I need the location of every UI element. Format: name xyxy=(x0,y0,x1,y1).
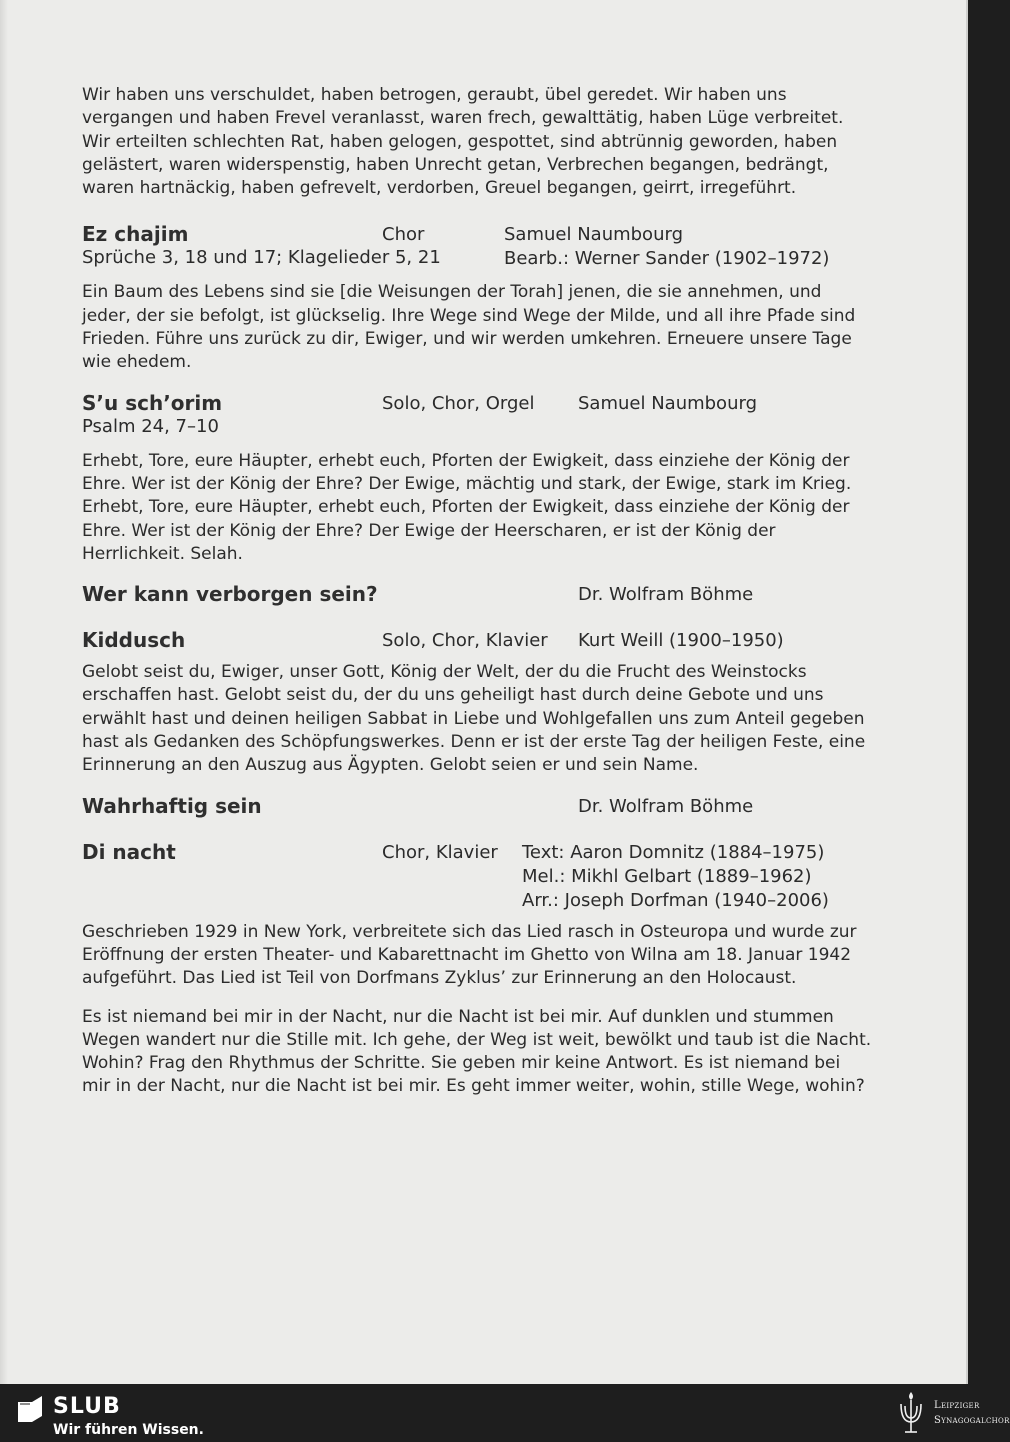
menorah-icon xyxy=(896,1392,926,1436)
library-name: SLUB xyxy=(53,1394,121,1419)
entry-header xyxy=(82,627,872,653)
entry-source: Psalm 24, 7–10 xyxy=(82,415,219,437)
program-entry xyxy=(82,839,872,1099)
entry-performers: Chor, Klavier xyxy=(382,841,498,863)
entry-composer: Kurt Weill (1900–1950) xyxy=(578,630,784,652)
choir-name xyxy=(934,1398,1010,1428)
entry-performers: Solo, Chor, Klavier xyxy=(382,630,548,652)
program-entry xyxy=(82,627,872,777)
page-content xyxy=(82,84,872,1114)
credit-melody: Mel.: Mikhl Gelbart (1889–1962) xyxy=(522,865,812,887)
entry-header xyxy=(82,839,872,911)
entry-text: Erhebt, Tore, eure Häupter, erhebt euch, Pforten der Ewigkeit, dass einziehe der König der Ehre. Wer ist der König der Ehre? Der Ewige, mächtig und stark, der Ewige, stark im Krieg. Erhebt, Tore, eure Häupter, erhebt euch, Pforten der Ewigkeit, dass einziehe der König der Ehre. Wer ist der König der Ehre? Der Ewige der Heerscharen, er ist der König der Herrlichkeit. Selah. xyxy=(82,450,852,564)
entry-text: Ein Baum des Lebens sind sie [die Weisungen der Torah] jenen, die sie annehmen, und jeder, der sie befolgt, ist glückselig. Ihre Wege sind Wege der Milde, und all ihre Pfade sind Frieden. Führe uns zurück zu dir, Ewiger, und wir werden umkehren. Erneuere unsere Tage wie ehedem. xyxy=(82,282,856,373)
entry-text: Gelobt seist du, Ewiger, unser Gott, König der Welt, der du die Frucht des Weinstocks erschaffen hast. Gelobt seist du, der du uns geheiligt hast durch deine Gebote und uns erwählt hast und deinen heiligen Sabbat in Liebe und Wohlgefallen uns zum Anteil gegeben hast als Gedanken des Schöpfungswerkes. Denn er ist der erste Tag der heiligen Feste, eine Erinnerung an den Auszug aus Ägypten. Gelobt seien er und sein Name. xyxy=(82,662,866,776)
choir-name-line2: Synagogalchor xyxy=(934,1415,1010,1426)
entry-composer: Samuel Naumbourg xyxy=(504,224,683,246)
entry-credits xyxy=(522,841,829,913)
entry-arranger: Bearb.: Werner Sander (1902–1972) xyxy=(504,248,830,270)
program-entry xyxy=(82,390,872,566)
entry-title: Ez chajim xyxy=(82,222,189,247)
entry-title: Wahrhaftig sein xyxy=(82,793,262,818)
entry-header xyxy=(82,793,872,819)
entry-text: Es ist niemand bei mir in der Nacht, nur die Nacht ist bei mir. Auf dunklen und stummen Wegen wandert nur die Stille mit. Ich gehe, der Weg ist weit, bewölkt und taub ist die Nacht. Wohin? Frag den Rhythmus der Schritte. Sie geben mir keine Antwort. Es ist niemand bei mir in der Nacht, nur die Nacht ist bei mir. Es geht immer weiter, wohin, stille Wege, wohin? xyxy=(82,1006,872,1097)
slub-book-icon xyxy=(18,1396,42,1422)
entry-performers: Solo, Chor, Orgel xyxy=(382,392,535,414)
intro-paragraph: Wir haben uns verschuldet, haben betrogen, geraubt, übel geredet. Wir haben uns vergangen und haben Frevel veranlasst, waren frech, gewalttätig, haben Lüge verbreitet. Wir erteilten schlechten Rat, haben gelogen, gespottet, sind abtrünnig geworden, haben gelästert, waren widerspenstig, haben Unrecht getan, Verbrechen begangen, bedrängt, waren hartnäckig, haben gefrevelt, verdorben, Greuel begangen, geirrt, irregeführt. xyxy=(82,85,844,199)
entry-composer: Dr. Wolfram Böhme xyxy=(578,795,754,817)
entry-title: S’u sch’orim xyxy=(82,390,223,415)
entry-title: Kiddusch xyxy=(82,628,186,653)
entry-title: Wer kann verborgen sein? xyxy=(82,582,378,607)
library-tagline: Wir führen Wissen. xyxy=(53,1422,204,1438)
entry-header xyxy=(82,221,872,247)
entry-header xyxy=(82,390,872,416)
entry-composer: Dr. Wolfram Böhme xyxy=(578,584,754,606)
program-entry xyxy=(82,221,872,374)
entry-note: Geschrieben 1929 in New York, verbreitete sich das Lied rasch in Osteuropa und wurde zur Eröffnung der ersten Theater- und Kabarettnacht im Ghetto von Wilna am 18. Januar 1942 aufgeführt. Das Lied ist Teil von Dorfmans Zyklus’ zur Erinnerung an den Holocaust. xyxy=(82,921,857,989)
entry-header xyxy=(82,581,872,607)
entry-subheader xyxy=(82,416,872,438)
credit-arrangement: Arr.: Joseph Dorfman (1940–2006) xyxy=(522,889,829,911)
entry-title: Di nacht xyxy=(82,839,176,864)
entry-subheader xyxy=(82,247,872,269)
footer-bar xyxy=(0,1384,1010,1442)
entry-performers: Chor xyxy=(382,224,425,246)
program-entry xyxy=(82,581,872,607)
credit-text: Text: Aaron Domnitz (1884–1975) xyxy=(522,841,825,863)
program-entry xyxy=(82,793,872,819)
entry-composer: Samuel Naumbourg xyxy=(578,392,757,414)
choir-name-line1: Leipziger xyxy=(934,1400,980,1411)
entry-source: Sprüche 3, 18 und 17; Klagelieder 5, 21 xyxy=(82,247,441,269)
